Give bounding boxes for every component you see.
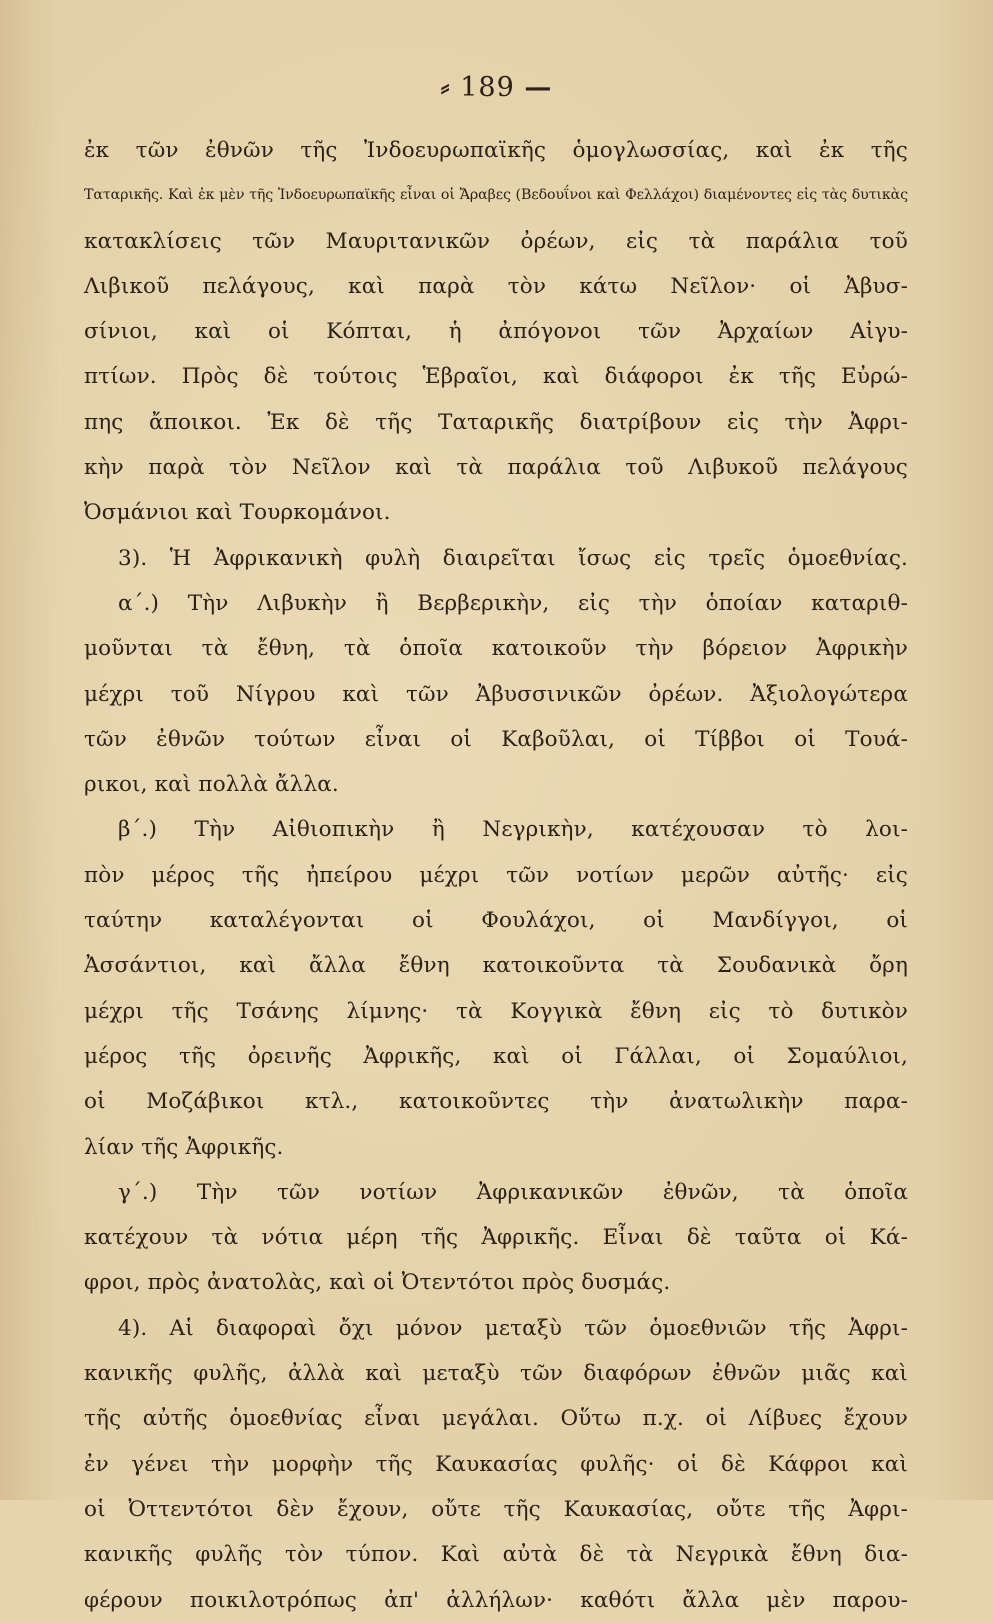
text-line: Λιβικοῦ πελάγους, καὶ παρὰ τὸν κάτω Νεῖλον· οἱ Ἀβυσ-: [84, 273, 908, 299]
text-line: μοῦνται τὰ ἔθνη, τὰ ὁποῖα κατοικοῦν τὴν βόρειον Ἀφρικὴν: [84, 636, 908, 662]
body-text: [84, 128, 908, 1623]
text-line: μέχρι τῆς Τσάνης λίμνης· τὰ Κογγικὰ ἔθνη εἰς τὸ δυτικὸν: [84, 998, 908, 1024]
text-line: λίαν τῆς Ἀφρικῆς.: [84, 1134, 284, 1160]
text-line: πὸν μέρος τῆς ἠπείρου μέχρι τῶν νοτίων μερῶν αὐτῆς· εἰς: [84, 862, 908, 888]
text-line: τῆς αὐτῆς ὁμοεθνίας εἶναι μεγάλαι. Οὕτω π.χ. οἱ Λίβυες ἔχουν: [84, 1406, 908, 1432]
text-line: ρικοι, καὶ πολλὰ ἄλλα.: [84, 772, 339, 798]
page-number: 189: [460, 72, 515, 103]
text-line: ταύτην καταλέγονται οἱ Φουλάχοι, οἱ Μανδίγγοι, οἱ: [84, 908, 908, 934]
text-line: Ἀσσάντιοι, καὶ ἄλλα ἔθνη κατοικοῦντα τὰ Σουδανικὰ ὄρη: [84, 953, 908, 979]
text-line: φέρουν ποικιλοτρόπως ἀπ' ἀλλήλων· καθότι ἄλλα μὲν παρου-: [84, 1587, 908, 1613]
text-line: 4). Αἱ διαφοραὶ ὄχι μόνον μεταξὺ τῶν ὁμοεθνιῶν τῆς Ἀφρι-: [118, 1315, 908, 1341]
text-line: μέχρι τοῦ Νίγρου καὶ τῶν Ἀβυσσινικῶν ὀρέων. Ἀξιολογώτερα: [84, 681, 908, 707]
text-line: οἱ Ὀττεντότοι δὲν ἔχουν, οὔτε τῆς Καυκασίας, οὔτε τῆς Ἀφρι-: [84, 1496, 908, 1522]
text-line: φροι, πρὸς ἀνατολὰς, καὶ οἱ Ὀτεντότοι πρὸς δυσμάς.: [84, 1270, 671, 1296]
text-line: Ταταρικῆς. Καὶ ἐκ μὲν τῆς Ἰνδοευρωπαϊκῆς εἶναι οἱ Ἄραβες (Βεδουΐνοι καὶ Φελλάχοι) διαμένοντες εἰς τὰς δυτικὰς: [84, 187, 908, 204]
header-ornament-right: —: [524, 72, 553, 103]
text-line: κανικῆς φυλῆς, ἀλλὰ καὶ μεταξὺ τῶν διαφόρων ἐθνῶν μιᾶς καὶ: [84, 1361, 908, 1387]
text-line: κανικῆς φυλῆς τὸν τύπον. Καὶ αὐτὰ δὲ τὰ Νεγρικὰ ἔθνη δια-: [84, 1542, 908, 1568]
header-ornament-left: ⸗: [440, 72, 451, 103]
text-line: ἐν γένει τὴν μορφὴν τῆς Καυκασίας φυλῆς· οἱ δὲ Κάφροι καὶ: [84, 1451, 908, 1477]
page-header: [0, 72, 993, 103]
text-line: Ὀσμάνιοι καὶ Τουρκομάνοι.: [84, 500, 391, 526]
text-line: κὴν παρὰ τὸν Νεῖλον καὶ τὰ παράλια τοῦ Λιβυκοῦ πελάγους: [84, 455, 908, 481]
text-line: οἱ Μοζάβικοι κτλ., κατοικοῦντες τὴν ἀνατωλικὴν παρα-: [84, 1089, 908, 1115]
text-line: τῶν ἐθνῶν τούτων εἶναι οἱ Καβοῦλαι, οἱ Τίββοι οἱ Τουά-: [84, 726, 908, 752]
text-line: πτίων. Πρὸς δὲ τούτοις Ἑβραῖοι, καὶ διάφοροι ἐκ τῆς Εὐρώ-: [84, 364, 908, 390]
text-line: κατέχουν τὰ νότια μέρη τῆς Ἀφρικῆς. Εἶναι δὲ ταῦτα οἱ Κά-: [84, 1225, 908, 1251]
text-line: α΄.) Τὴν Λιβυκὴν ἢ Βερβερικὴν, εἰς τὴν ὁποίαν καταριθ-: [118, 590, 908, 616]
text-line: πης ἄποικοι. Ἐκ δὲ τῆς Ταταρικῆς διατρίβουν εἰς τὴν Ἀφρι-: [84, 409, 908, 435]
text-line: γ΄.) Τὴν τῶν νοτίων Ἀφρικανικῶν ἐθνῶν, τὰ ὁποῖα: [118, 1179, 908, 1205]
text-line: σίνιοι, καὶ οἱ Κόπται, ἡ ἀπόγονοι τῶν Ἀρχαίων Αἰγυ-: [84, 319, 908, 345]
text-line: ἐκ τῶν ἐθνῶν τῆς Ἰνδοευρωπαϊκῆς ὁμογλωσσίας, καὶ ἐκ τῆς: [84, 138, 908, 163]
text-line: β΄.) Τὴν Αἰθιοπικὴν ἢ Νεγρικὴν, κατέχουσαν τὸ λοι-: [118, 817, 908, 843]
text-line: 3). Ἡ Ἀφρικανικὴ φυλὴ διαιρεῖται ἴσως εἰς τρεῖς ὁμοεθνίας.: [118, 545, 908, 571]
text-line: κατακλίσεις τῶν Μαυριτανικῶν ὀρέων, εἰς τὰ παράλια τοῦ: [84, 228, 908, 254]
text-line: μέρος τῆς ὀρεινῆς Ἀφρικῆς, καὶ οἱ Γάλλαι, οἱ Σομαύλιοι,: [84, 1043, 908, 1069]
